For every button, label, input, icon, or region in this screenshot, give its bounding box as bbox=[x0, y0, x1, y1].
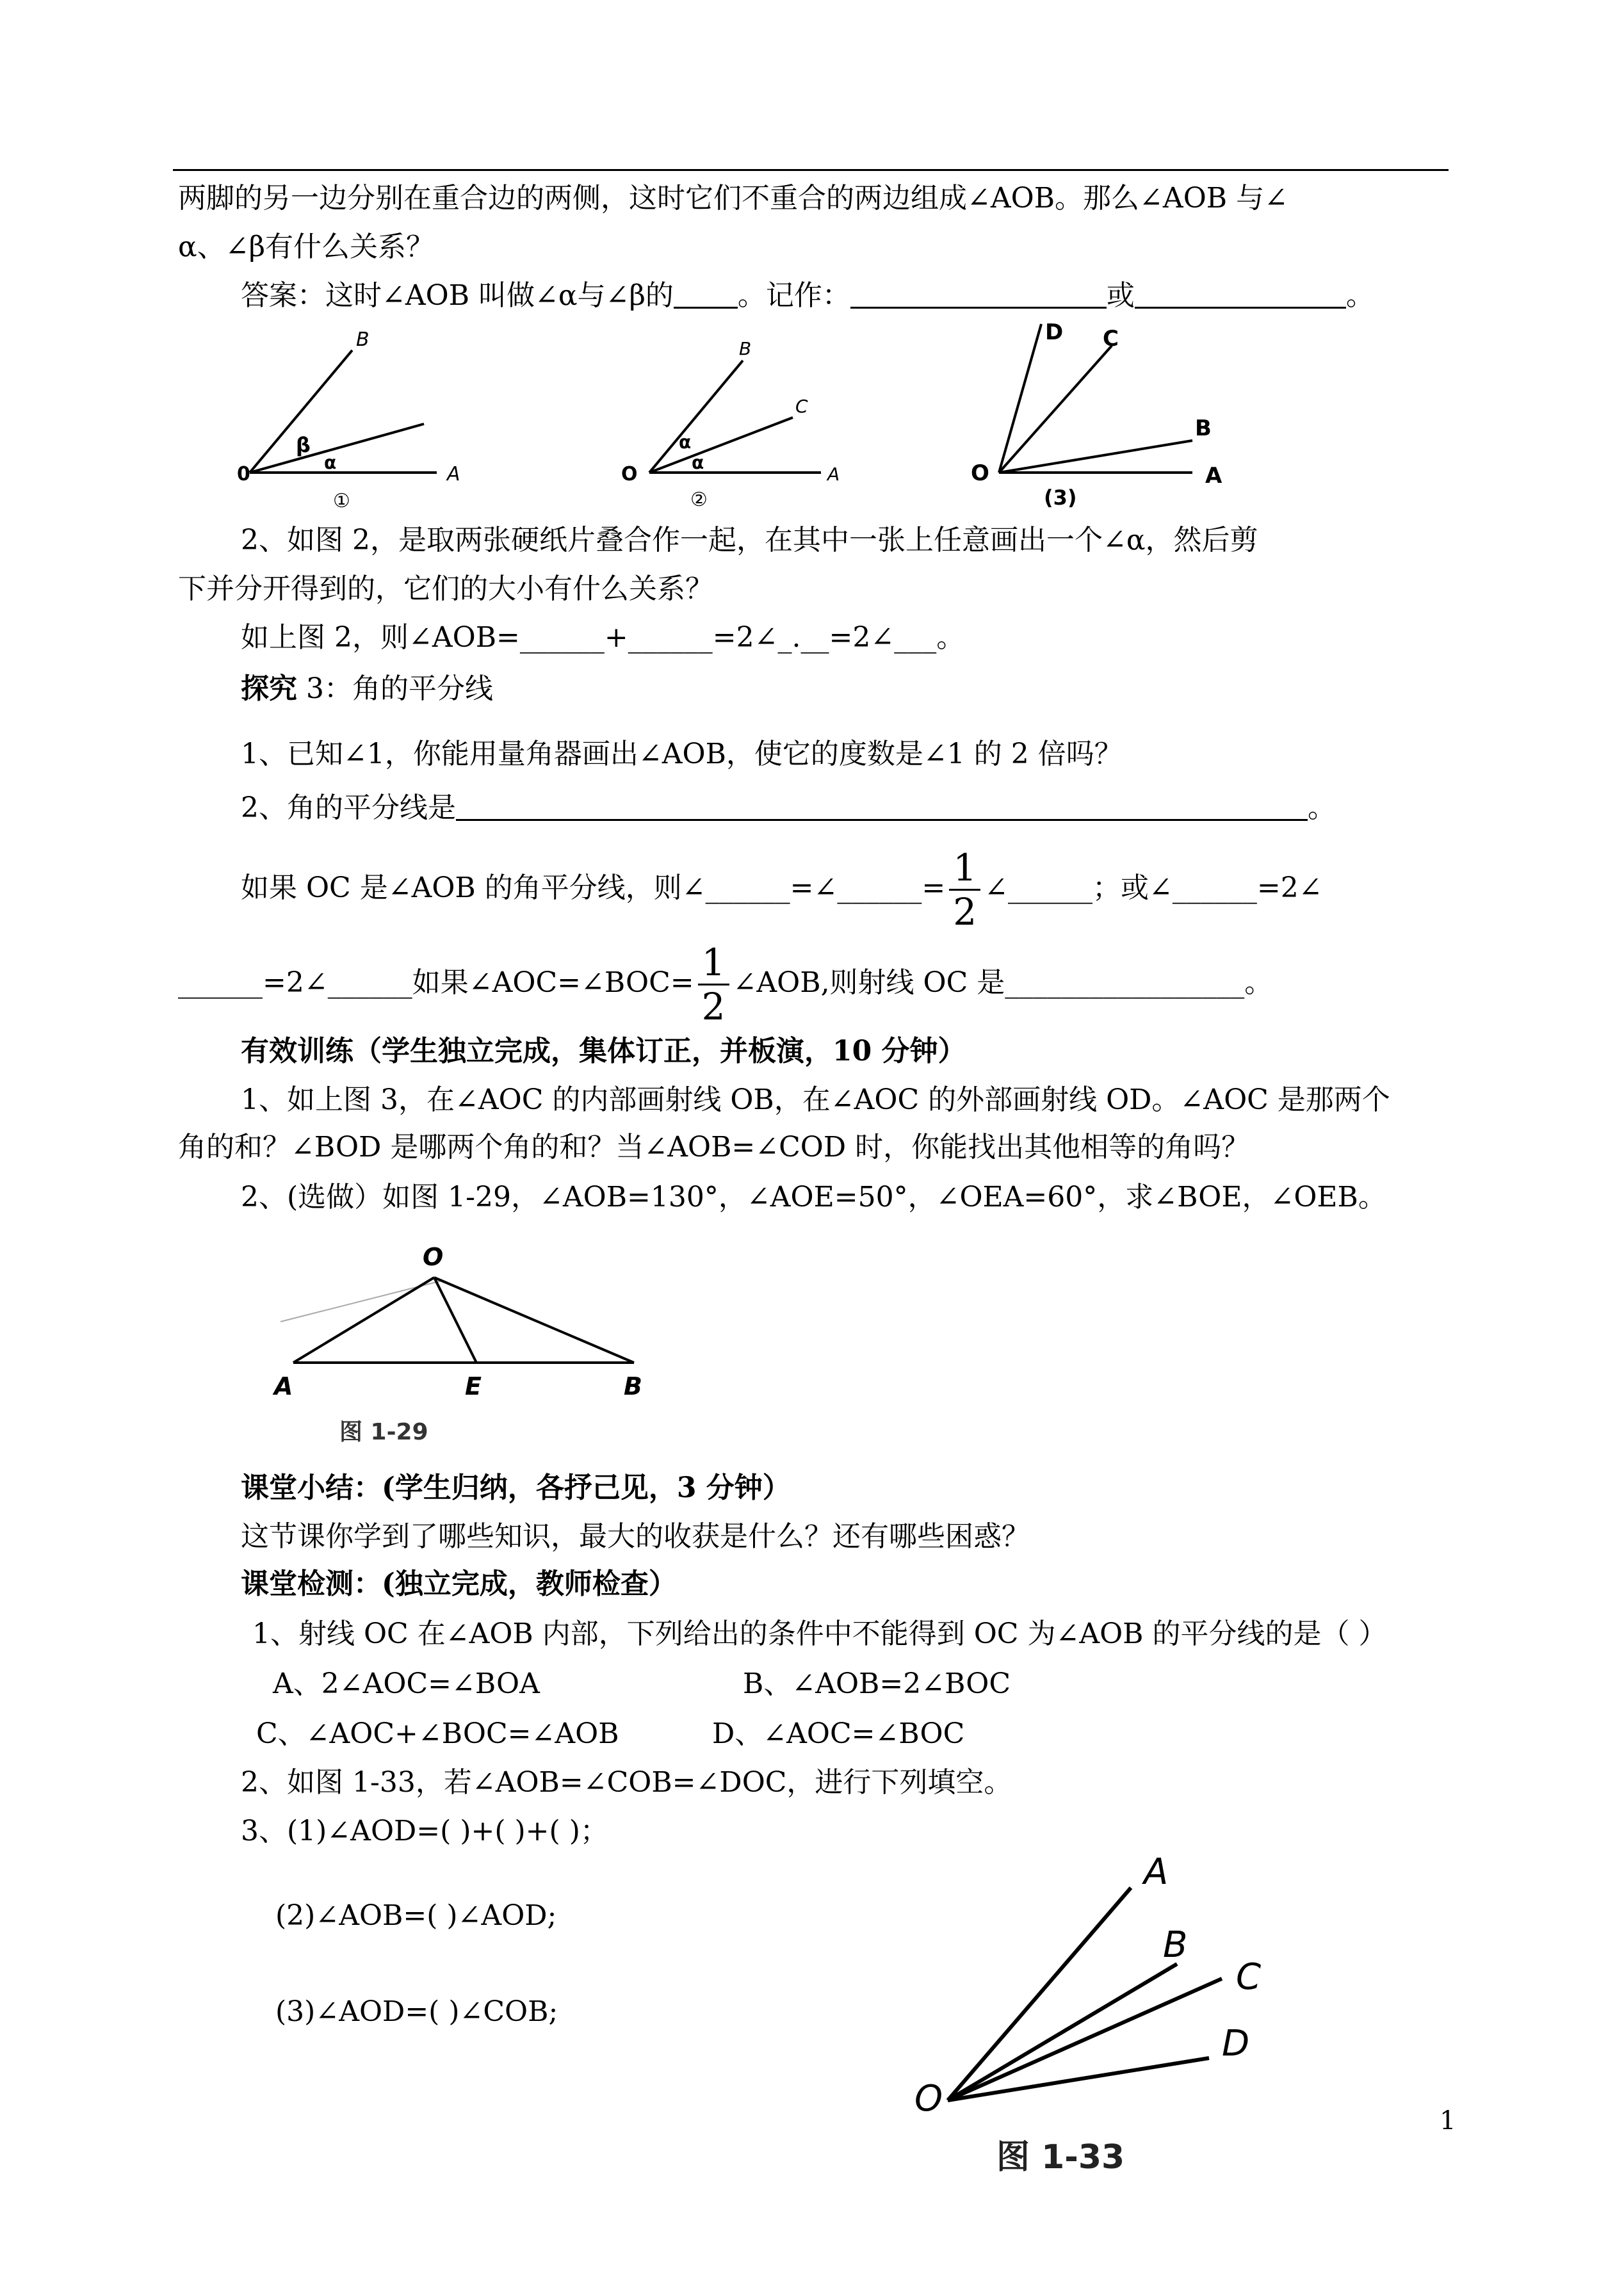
label-alpha: α bbox=[324, 452, 337, 473]
text-line: 1、已知∠1，你能用量角器画出∠AOB，使它的度数是∠1 的 2 倍吗？ bbox=[241, 738, 1123, 770]
ray-oc bbox=[948, 1979, 1222, 2100]
segment-oe bbox=[434, 1277, 476, 1363]
label-o: O bbox=[971, 460, 989, 486]
blank bbox=[850, 281, 1107, 309]
label-d: D bbox=[1222, 2023, 1250, 2064]
label-a: A bbox=[1205, 463, 1222, 489]
text-line: 3、(1)∠AOD=( )+( )+( )； bbox=[241, 1815, 608, 1847]
option-b: B、∠AOB=2∠BOC bbox=[743, 1667, 1011, 1700]
section-heading: 课堂检测：(独立完成，教师检查） bbox=[241, 1568, 677, 1600]
option-d: D、∠AOC=∠BOC bbox=[712, 1717, 965, 1750]
text-line: 2、(选做）如图 1-29，∠AOB=130°，∠AOE=50°，∠OEA=60°，求∠BOE，∠OEB。 bbox=[241, 1181, 1386, 1213]
text-line: α、∠β有什么关系？ bbox=[178, 231, 435, 263]
label-o: 0 bbox=[237, 463, 250, 485]
label-a: A bbox=[827, 464, 840, 485]
text-line: 角的和？∠BOD 是哪两个角的和？当∠AOB=∠COD 时，你能找出其他相等的角吗？ bbox=[178, 1131, 1250, 1164]
figure-caption: 图 1-33 bbox=[996, 2138, 1125, 2177]
page-number: 1 bbox=[1440, 2106, 1456, 2136]
label-b: B bbox=[739, 338, 752, 359]
figure-1 bbox=[237, 327, 493, 512]
figure-caption: ① bbox=[333, 490, 350, 512]
label-o: O bbox=[621, 463, 638, 485]
label-a: A bbox=[447, 463, 460, 485]
label-c: C bbox=[1236, 1956, 1262, 1998]
text-line: 两脚的另一边分别在重合边的两侧，这时它们不重合的两边组成∠AOB。那么∠AOB 与∠ bbox=[178, 182, 1288, 215]
blank bbox=[674, 281, 738, 309]
text-line: (3)∠AOD=( )∠COB; bbox=[275, 1995, 558, 2028]
text-line: 2、如图 2，是取两张硬纸片叠合作一起，在其中一张上任意画出一个∠α，然后剪 bbox=[241, 524, 1258, 556]
label-b: B bbox=[1163, 1924, 1188, 1966]
text-line: 这节课你学到了哪些知识，最大的收获是什么？还有哪些困惑？ bbox=[241, 1520, 1030, 1553]
figure-1-29 bbox=[263, 1236, 672, 1454]
label-d: D bbox=[1045, 320, 1064, 345]
bisector-line: 如果 OC 是∠AOB 的角平分线，则∠______=∠______= $\frac{1}{2}$ ∠______；或∠______=2∠ bbox=[241, 846, 1322, 934]
text-line: 下并分开得到的，它们的大小有什么关系？ bbox=[178, 572, 713, 605]
label-b: B bbox=[624, 1372, 642, 1400]
label-o: O bbox=[914, 2078, 943, 2120]
label-e: E bbox=[465, 1372, 482, 1400]
answer-line: 答案：这时∠AOB 叫做∠α与∠β的 。记作： 或 。 bbox=[241, 279, 1374, 312]
label-alpha: α bbox=[679, 432, 692, 453]
label-c: C bbox=[1103, 326, 1119, 352]
label-beta: β bbox=[296, 433, 311, 457]
question-line: 1、射线 OC 在∠AOB 内部，下列给出的条件中不能得到 OC 为∠AOB 的平分线的是（ ） bbox=[252, 1618, 1387, 1650]
segment-oa bbox=[293, 1277, 434, 1363]
option-a: A、2∠AOC=∠BOA bbox=[273, 1667, 540, 1700]
text-line: 2、如图 1-33，若∠AOB=∠COB=∠DOC，进行下列填空。 bbox=[241, 1766, 1012, 1799]
fraction-half: $\frac{1}{2}$ bbox=[698, 944, 729, 1025]
figure-caption: ② bbox=[690, 489, 708, 511]
option-c: C、∠AOC+∠BOC=∠AOB bbox=[256, 1717, 619, 1750]
ray-middle bbox=[250, 424, 424, 473]
blank bbox=[456, 793, 1308, 821]
text-line: 1、如上图 3，在∠AOC 的内部画射线 OB，在∠AOC 的外部画射线 OD。∠AOC 是那两个 bbox=[241, 1083, 1390, 1116]
ray-oa bbox=[948, 1888, 1131, 2100]
section-heading: 有效训练（学生独立完成，集体订正，并板演，10 分钟） bbox=[241, 1035, 966, 1067]
figure-3 bbox=[967, 320, 1262, 512]
ray-ob bbox=[999, 441, 1192, 473]
figure-caption: (3) bbox=[1044, 485, 1077, 510]
fraction-half: $\frac{1}{2}$ bbox=[949, 849, 980, 930]
figure-2 bbox=[615, 333, 871, 512]
label-b: B bbox=[1195, 416, 1212, 441]
text-line: (2)∠AOB=( )∠AOD; bbox=[275, 1899, 557, 1932]
figure-1-33 bbox=[897, 1831, 1294, 2190]
label-b: B bbox=[356, 328, 369, 351]
label-a: A bbox=[274, 1372, 293, 1400]
section-heading: 课堂小结：(学生归纳，各抒己见，3 分钟） bbox=[241, 1472, 791, 1504]
segment-ob bbox=[434, 1277, 634, 1363]
blank bbox=[1135, 281, 1346, 309]
top-rule bbox=[173, 169, 1449, 171]
label-o: O bbox=[423, 1243, 444, 1271]
bisector-line-2: ______=2∠______如果∠AOC=∠BOC= $\frac{1}{2}$ ∠AOB,则射线 OC 是_________________。 bbox=[178, 941, 1273, 1028]
label-a: A bbox=[1144, 1851, 1169, 1893]
label-c: C bbox=[795, 396, 808, 417]
label-alpha: α bbox=[692, 452, 704, 473]
figure-caption: 图 1-29 bbox=[339, 1419, 428, 1445]
definition-line: 2、角的平分线是 。 bbox=[241, 791, 1336, 824]
text-line: 如上图 2，则∠AOB=______+______=2∠_.__=2∠___。 bbox=[241, 621, 965, 654]
section-heading: 探究 3：角的平分线 bbox=[241, 672, 493, 705]
